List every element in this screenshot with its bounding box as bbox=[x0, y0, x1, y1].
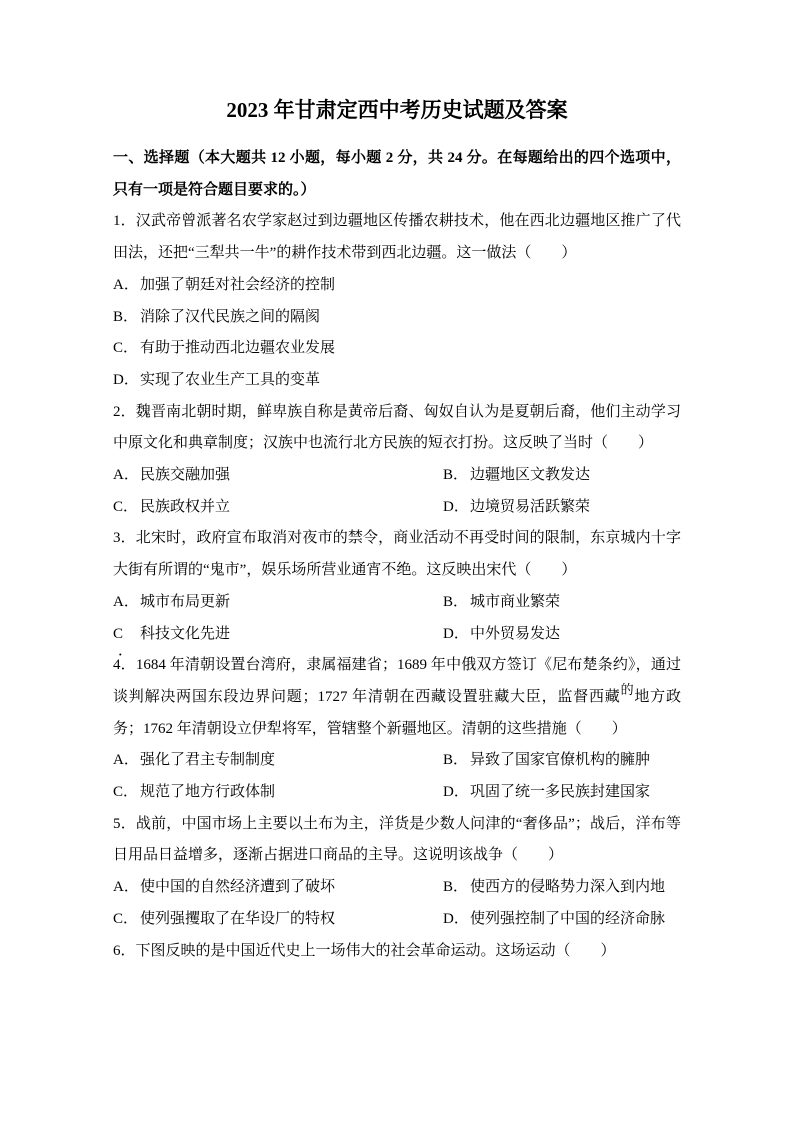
question-4-text-before: 1684 年清朝设置台湾府，隶属福建省；1689 年中俄双方签订《尼布楚条约》，通过谈判解决两国东段边界问题；1727 年清朝在西藏设置驻藏大臣，监督西藏 bbox=[113, 657, 681, 705]
question-5-option-c bbox=[113, 904, 443, 936]
question-3-stem bbox=[113, 523, 681, 586]
question-1-option-a bbox=[113, 270, 681, 302]
question-4-option-a bbox=[113, 745, 443, 777]
question-1-option-c bbox=[113, 333, 681, 365]
question-3-option-c bbox=[113, 619, 443, 659]
question-2-options bbox=[113, 460, 681, 523]
option-text: 消除了汉代民族之间的隔阂 bbox=[140, 308, 321, 325]
question-6-text: 下图反映的是中国近代史上一场伟大的社会革命运动。这场运动（ ） bbox=[135, 942, 616, 959]
option-label: B． bbox=[443, 879, 469, 896]
question-2-option-b bbox=[443, 460, 681, 492]
displaced-period: ． bbox=[118, 642, 134, 659]
question-4 bbox=[113, 650, 681, 809]
question-4-option-c bbox=[113, 777, 443, 809]
option-label: B． bbox=[443, 593, 469, 610]
option-label: D． bbox=[443, 625, 469, 642]
question-5-number: 5． bbox=[113, 815, 136, 832]
option-label: D． bbox=[443, 498, 469, 515]
question-6-number: 6． bbox=[113, 942, 136, 959]
question-2-option-a bbox=[113, 460, 443, 492]
option-label: B． bbox=[443, 467, 469, 484]
question-2 bbox=[113, 397, 681, 524]
question-5-option-d bbox=[443, 904, 681, 936]
option-label: C． bbox=[113, 498, 139, 515]
question-5-options bbox=[113, 872, 681, 935]
option-text: 民族政权并立 bbox=[140, 498, 231, 515]
option-label: B． bbox=[113, 308, 139, 325]
question-5-stem bbox=[113, 809, 681, 872]
question-2-option-c bbox=[113, 492, 443, 524]
question-1-option-b bbox=[113, 302, 681, 334]
question-6 bbox=[113, 936, 681, 968]
question-4-stem bbox=[113, 650, 681, 745]
option-label: C ． bbox=[113, 619, 140, 651]
question-6-stem bbox=[113, 936, 681, 968]
page-title: 2023 年甘肃定西中考历史试题及答案 bbox=[226, 98, 568, 122]
option-text: 使列强控制了中国的经济命脉 bbox=[470, 910, 666, 927]
question-1-option-d bbox=[113, 365, 681, 397]
option-text: 规范了地方行政体制 bbox=[140, 784, 276, 801]
question-4-options bbox=[113, 745, 681, 808]
question-4-number: 4． bbox=[113, 657, 136, 674]
question-4-text-after: 地方政务；1762 年清朝设立伊犁将军，管辖整个新疆地区。清朝的这些措施（ ） bbox=[113, 688, 681, 737]
option-label: D． bbox=[113, 371, 139, 388]
question-3-option-b bbox=[443, 587, 681, 619]
option-text: 使西方的侵略势力深入到内地 bbox=[470, 879, 666, 896]
option-label: D． bbox=[443, 784, 469, 801]
question-2-stem bbox=[113, 397, 681, 460]
option-text: 加强了朝廷对社会经济的控制 bbox=[140, 276, 336, 293]
question-3-option-a bbox=[113, 587, 443, 619]
option-text: 城市商业繁荣 bbox=[470, 593, 561, 610]
question-4-option-d bbox=[443, 777, 681, 809]
option-text: 异致了国家官僚机构的臃肿 bbox=[470, 752, 651, 769]
question-5-text: 战前，中国市场上主要以土布为主，洋货是少数人问津的“奢侈品”；战后，洋布等日用品日益增多，逐渐占据进口商品的主导。这说明该战争（ ） bbox=[113, 815, 681, 864]
option-label: A． bbox=[113, 593, 139, 610]
option-label: A． bbox=[113, 467, 139, 484]
option-label: D． bbox=[443, 910, 469, 927]
option-text: 使中国的自然经济遭到了破坏 bbox=[140, 879, 336, 896]
option-label: C． bbox=[113, 910, 139, 927]
superscript-char: 的 bbox=[620, 681, 635, 697]
section-header: 一、选择题（本大题共 12 小题，每小题 2 分，共 24 分。在每题给出的四个选项中，只有一项是符合题目要求的。） bbox=[113, 150, 681, 198]
question-3-number: 3． bbox=[113, 530, 136, 547]
option-text: 城市布局更新 bbox=[140, 593, 231, 610]
option-label: C． bbox=[113, 340, 139, 357]
question-5 bbox=[113, 809, 681, 936]
question-2-option-d bbox=[443, 492, 681, 524]
option-text: 巩固了统一多民族封建国家 bbox=[470, 784, 651, 801]
question-2-text: 魏晋南北朝时期，鲜卑族自称是黄帝后裔、匈奴自认为是夏朝后裔，他们主动学习中原文化和典章制度；汉族中也流行北方民族的短衣打扮。这反映了当时（ ） bbox=[113, 403, 681, 452]
question-3-option-d bbox=[443, 619, 681, 651]
option-text: 有助于推动西北边疆农业发展 bbox=[140, 340, 336, 357]
option-label: A． bbox=[113, 879, 139, 896]
question-5-option-b bbox=[443, 872, 681, 904]
question-1-options bbox=[113, 270, 681, 397]
question-1-text: 汉武帝曾派著名农学家赵过到边疆地区传播农耕技术，他在西北边疆地区推广了代田法，还把“三犁共一牛”的耕作技术带到西北边疆。这一做法（ ） bbox=[113, 213, 681, 262]
option-text: 实现了农业生产工具的变革 bbox=[140, 371, 321, 388]
question-3-text: 北宋时，政府宣布取消对夜市的禁令，商业活动不再受时间的限制，东京城内十字大街有所谓的“鬼市”，娱乐场所营业通宵不绝。这反映出宋代（ ） bbox=[113, 530, 681, 579]
option-text: 中外贸易发达 bbox=[470, 625, 561, 642]
question-1 bbox=[113, 206, 681, 396]
question-1-number: 1． bbox=[113, 213, 136, 230]
option-label: A． bbox=[113, 752, 139, 769]
option-label: C． bbox=[113, 784, 139, 801]
question-5-option-a bbox=[113, 872, 443, 904]
option-text: 边境贸易活跃繁荣 bbox=[470, 498, 591, 515]
option-label: B． bbox=[443, 752, 469, 769]
option-text: 科技文化先进 bbox=[140, 625, 231, 642]
option-text: 使列强攫取了在华设厂的特权 bbox=[140, 910, 336, 927]
question-1-stem bbox=[113, 206, 681, 269]
question-2-number: 2． bbox=[113, 403, 136, 420]
question-4-option-b bbox=[443, 745, 681, 777]
option-text: 强化了君主专制制度 bbox=[140, 752, 276, 769]
option-text: 民族交融加强 bbox=[140, 467, 231, 484]
option-label: A． bbox=[113, 276, 139, 293]
question-3 bbox=[113, 523, 681, 659]
question-3-options bbox=[113, 587, 681, 659]
option-text: 边疆地区文教发达 bbox=[470, 467, 591, 484]
